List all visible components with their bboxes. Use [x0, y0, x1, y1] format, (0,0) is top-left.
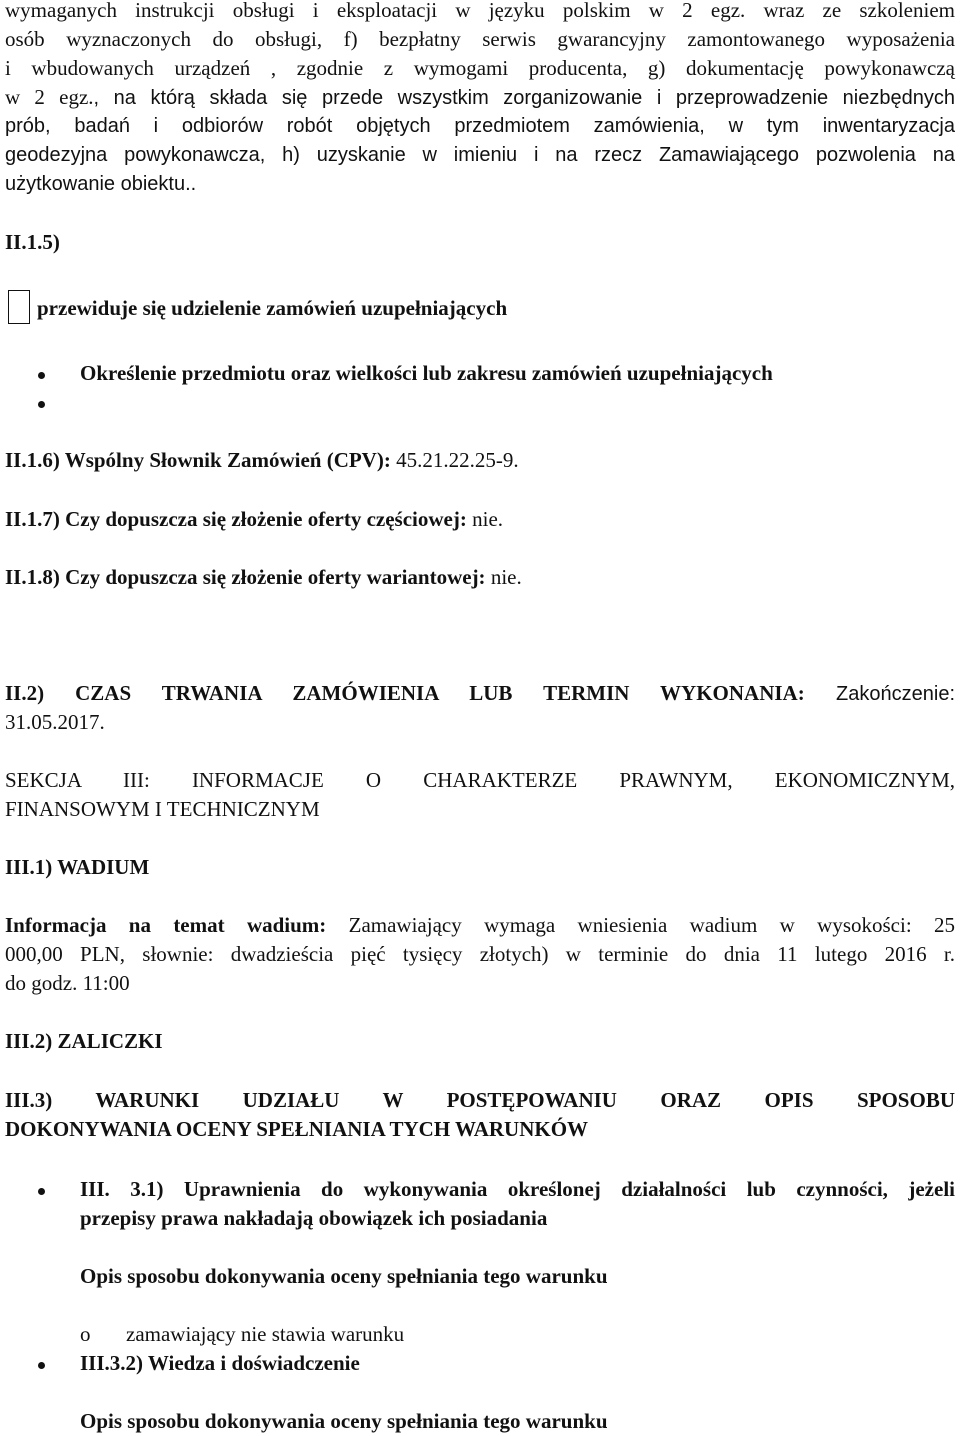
- intro-line-4-sans: , na którą składa się przede wszystkim zorganizowanie i przeprowadzenie niezbędnych: [93, 87, 955, 109]
- zaliczki-heading: III.2) ZALICZKI: [5, 1029, 163, 1053]
- section-heading-ii-1-5: II.1.5): [5, 230, 60, 254]
- checkbox[interactable]: [8, 290, 30, 324]
- sub-bullet-marker: o: [80, 1322, 91, 1346]
- uprawnienia-item-line-1: III. 3.1) Uprawnienia do wykonywania określonej działalności lub czynności, jeżeli: [80, 1177, 955, 1201]
- wadium-info-line-2: 000,00 PLN, słownie: dwadzieścia pięć tysięcy złotych) w terminie do dnia 11 lutego 2016 r.: [5, 942, 955, 966]
- variant-offer-line: II.1.8) Czy dopuszcza się złożenie oferty wariantowej: nie.: [5, 565, 522, 589]
- bullet-icon: [38, 401, 45, 408]
- duration-line: II.2) CZAS TRWANIA ZAMÓWIENIA LUB TERMIN WYKONANIA: Zakończenie:: [5, 681, 955, 705]
- bullet-icon: [38, 1362, 45, 1369]
- bullet-icon: [38, 372, 45, 379]
- intro-line-3: i wbudowanych urządzeń , zgodnie z wymogami producenta, g) dokumentację powykonawczą: [5, 56, 955, 80]
- checkbox-label: przewiduje się udzielenie zamówień uzupełniających: [37, 296, 508, 320]
- intro-line-7: użytkowanie obiektu..: [5, 173, 197, 195]
- warunki-heading-line-2: DOKONYWANIA OCENY SPEŁNIANIA TYCH WARUNKÓW: [5, 1117, 589, 1141]
- uprawnienia-item-line-2: przepisy prawa nakładają obowiązek ich posiadania: [80, 1206, 548, 1230]
- intro-line-6: geodezyjna powykonawcza, h) uzyskanie w imieniu i na rzecz Zamawiającego pozwolenia na: [5, 144, 955, 166]
- sub-bullet-text: zamawiający nie stawia warunku: [126, 1322, 405, 1346]
- duration-date: 31.05.2017.: [5, 710, 105, 734]
- intro-line-2: osób wyznaczonych do obsługi, f) bezpłatny serwis gwarancyjny zamontowanego wyposażenia: [5, 27, 955, 51]
- intro-line-4-serif: w 2 egz.: [5, 85, 94, 109]
- intro-line-4: [5, 83, 955, 113]
- intro-line-5: prób, badań i odbiorów robót objętych przedmiotem zamówienia, w tym inwentaryzacja: [5, 115, 955, 137]
- wiedza-item: III.3.2) Wiedza i doświadczenie: [80, 1351, 360, 1375]
- opis-heading-2: Opis sposobu dokonywania oceny spełniania tego warunku: [80, 1409, 608, 1433]
- section-iii-title-line-2: FINANSOWYM I TECHNICZNYM: [5, 797, 320, 821]
- section-iii-title-line-1: SEKCJA III: INFORMACJE O CHARAKTERZE PRAWNYM, EKONOMICZNYM,: [5, 768, 955, 792]
- bullet-item: Określenie przedmiotu oraz wielkości lub zakresu zamówień uzupełniających: [80, 361, 773, 385]
- bullet-icon: [38, 1188, 45, 1195]
- opis-heading-1: Opis sposobu dokonywania oceny spełniania tego warunku: [80, 1264, 608, 1288]
- partial-offer-line: II.1.7) Czy dopuszcza się złożenie oferty częściowej: nie.: [5, 507, 504, 531]
- warunki-heading-line-1: III.3) WARUNKI UDZIAŁU W POSTĘPOWANIU ORAZ OPIS SPOSOBU: [5, 1088, 955, 1112]
- intro-line-1: wymaganych instrukcji obsługi i eksploatacji w języku polskim w 2 egz. wraz ze szkoleniem: [5, 0, 955, 22]
- wadium-heading: III.1) WADIUM: [5, 855, 150, 879]
- cpv-line: II.1.6) Wspólny Słownik Zamówień (CPV): 45.21.22.25-9.: [5, 448, 519, 472]
- wadium-info-line-3: do godz. 11:00: [5, 971, 130, 995]
- wadium-info-line-1: Informacja na temat wadium: Zamawiający wymaga wniesienia wadium w wysokości: 25: [5, 913, 955, 937]
